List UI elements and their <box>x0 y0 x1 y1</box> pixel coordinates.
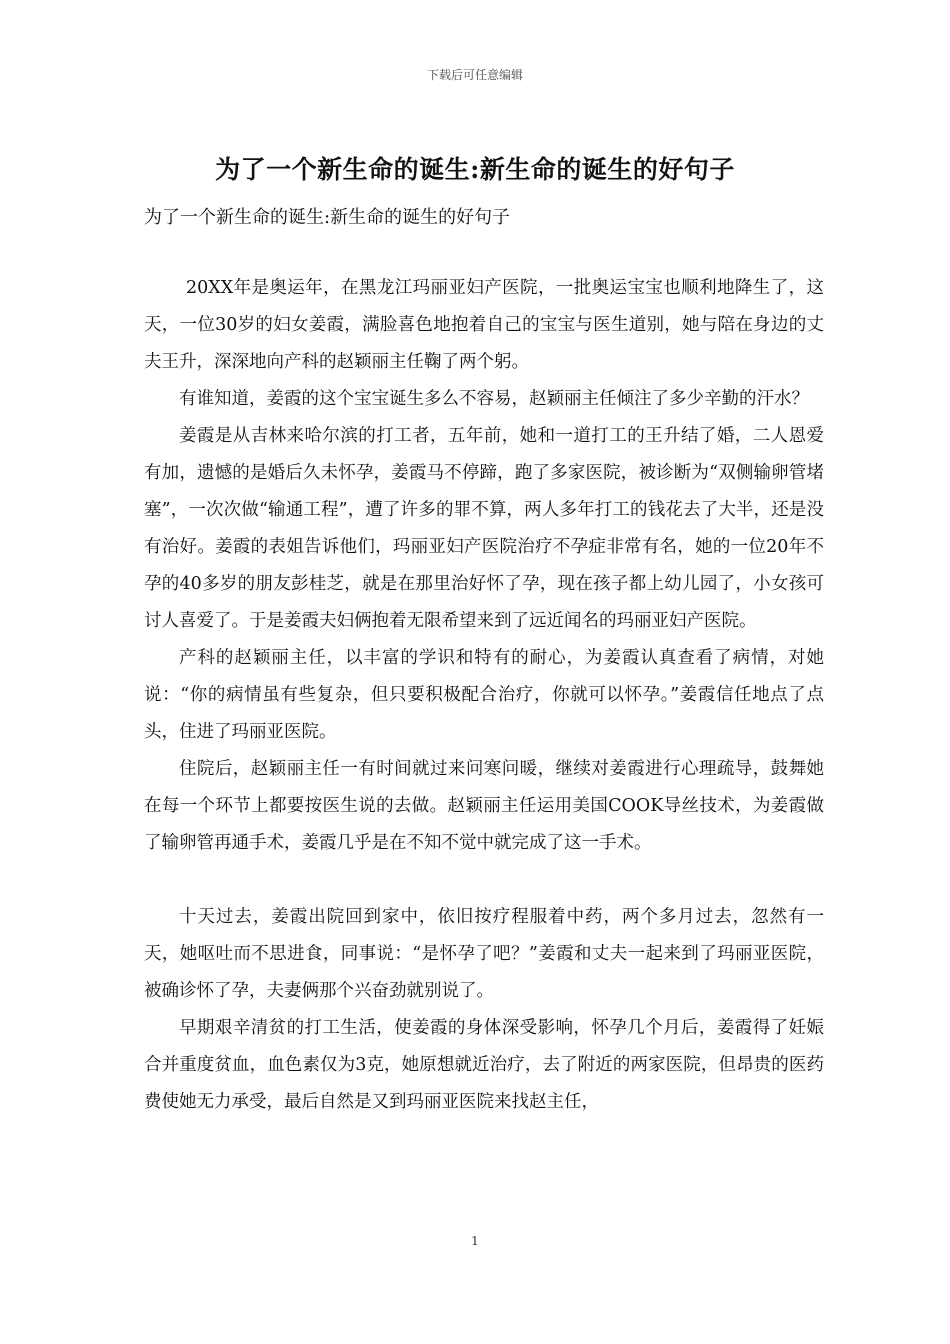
paragraph: 有谁知道，姜霞的这个宝宝诞生多么不容易，赵颖丽主任倾注了多少辛勤的汗水？ <box>179 389 809 409</box>
paragraph: 十天过去，姜霞出院回到家中，依旧按疗程服着中药，两个多月过去，忽然有一天，她呕吐而不思进食，同事说：“是怀孕了吧？”姜霞和丈夫一起来到了玛丽亚医院，被确诊怀了孕，夫妻俩那个兴奋劲就别说了。 <box>144 907 824 1001</box>
document-subtitle: 为了一个新生命的诞生:新生命的诞生的好句子 <box>144 207 511 228</box>
page-header-note: 下载后可任意编辑 <box>426 68 523 82</box>
paragraph-spacer <box>144 862 824 899</box>
document-title: 为了一个新生命的诞生:新生命的诞生的好句子 <box>215 155 735 184</box>
paragraph: 姜霞是从吉林来哈尔滨的打工者，五年前，她和一道打工的王升结了婚，二人恩爱有加，遗憾的是婚后久未怀孕，姜霞马不停蹄，跑了多家医院，被诊断为“双侧输卵管堵塞”，一次次做“输通工程”，遭了许多的罪不算，两人多年打工的钱花去了大半，还是没有治好。姜霞的表姐告诉他们，玛丽亚妇产医院治疗不孕症非常有名，她的一位20年不孕的40多岁的朋友彭桂芝，就是在那里治好怀了孕，现在孩子都上幼儿园了，小女孩可讨人喜爱了。于是姜霞夫妇俩抱着无限希望来到了远近闻名的玛丽亚妇产医院。 <box>144 426 824 631</box>
document-body <box>144 270 824 1121</box>
paragraph: 早期艰辛清贫的打工生活，使姜霞的身体深受影响，怀孕几个月后，姜霞得了妊娠合并重度贫血，血色素仅为3克，她原想就近治疗，去了附近的两家医院，但昂贵的医药费使她无力承受，最后自然是又到玛丽亚医院来找赵主任， <box>144 1018 824 1112</box>
paragraph: 住院后，赵颖丽主任一有时间就过来问寒问暖，继续对姜霞进行心理疏导，鼓舞她在每一个环节上都要按医生说的去做。赵颖丽主任运用美国COOK导丝技术，为姜霞做了输卵管再通手术，姜霞几乎是在不知不觉中就完成了这一手术。 <box>144 759 824 853</box>
paragraph: 产科的赵颖丽主任，以丰富的学识和特有的耐心，为姜霞认真查看了病情，对她说：“你的病情虽有些复杂，但只要积极配合治疗，你就可以怀孕。”姜霞信任地点了点头，住进了玛丽亚医院。 <box>144 648 824 742</box>
paragraph: 20XX年是奥运年，在黑龙江玛丽亚妇产医院，一批奥运宝宝也顺利地降生了，这天，一位30岁的妇女姜霞，满脸喜色地抱着自己的宝宝与医生道别，她与陪在身边的丈夫王升，深深地向产科的赵颖丽主任鞠了两个躬。 <box>144 278 824 372</box>
page-number: 1 <box>471 1234 479 1248</box>
